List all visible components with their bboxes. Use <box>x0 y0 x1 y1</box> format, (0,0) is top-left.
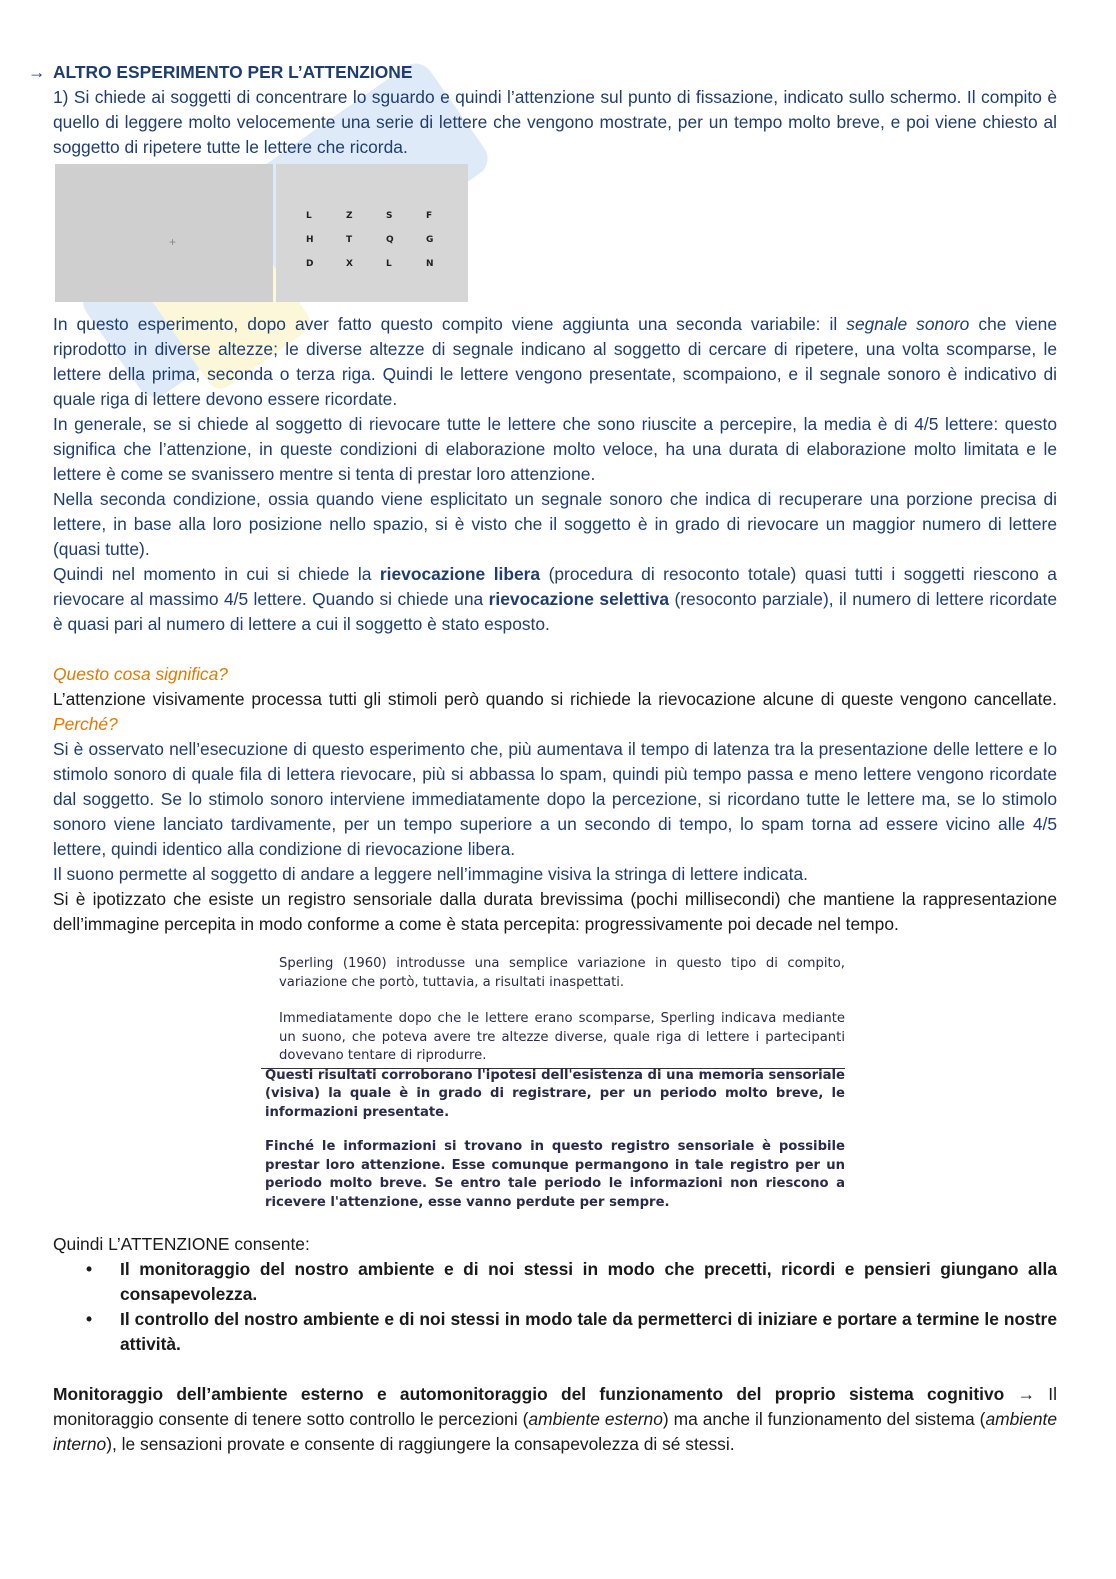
paragraph-sound-signal: In questo esperimento, dopo aver fatto questo compito viene aggiunta una seconda variabile: il segnale sonoro che viene riprodotto in diverse altezze; le diverse altezze di segnale indicano al soggetto di cercare di ripetere, una volta scomparse, le lettere della prima, seconda o terza riga. Quindi le lettere vengono presentate, scompaiono, e il segnale sonoro è indicativo di quale riga di lettere devono essere ricordate. <box>53 314 1057 409</box>
letter: F <box>426 211 433 221</box>
bullet-list <box>53 1257 1057 1357</box>
list-intro: Quindi L’ATTENZIONE consente: <box>53 1234 310 1254</box>
letter: L <box>306 211 312 221</box>
paragraph-general: In generale, se si chiede al soggetto di rievocare tutte le lettere che sono riuscite a percepire, la media è di 4/5 lettere: questo significa che l’attenzione, in queste condizioni di elaborazione molto veloce, ha una durata di elaborazione molto limitata e le lettere è come se svanissero mentre si tenta di prestar loro attenzione. <box>53 414 1057 484</box>
sperling-text-4: Finché le informazioni si trovano in questo registro sensoriale è possibile prestar loro attenzione. Esse comunque permangono in tale registro per un periodo molto breve. Se entro tale periodo le informazioni non riescono a ricevere l'attenzione, esse vanno perdute per sempre. <box>265 1139 845 1210</box>
document-page <box>53 60 1057 1457</box>
fixation-panel <box>55 164 273 302</box>
letter: D <box>306 259 314 269</box>
letter: S <box>386 211 393 221</box>
letters-panel <box>276 164 468 302</box>
letter: Q <box>386 235 394 245</box>
paragraph-latency: Si è osservato nell’esecuzione di questo esperimento che, più aumentava il tempo di latenza tra la presentazione delle lettere e lo stimolo sonoro di quale fila di lettera rievocare, più si abbassa lo spam, quindi più tempo passa e meno lettere vengono ricordate dal soggetto. Se lo stimolo sonoro interviene immediatamente dopo la percezione, si ricordano tutte le lettere ma, se lo stimolo sonoro viene lanciato tardivamente, per un tempo superiore a un secondo di tempo, lo spam torna ad essere vicino alle 4/5 lettere, quindi identico alla condizione di rievocazione libera. <box>53 739 1057 859</box>
letter: L <box>386 259 392 269</box>
letter: X <box>346 259 353 269</box>
letter: Z <box>346 211 353 221</box>
sperling-text-1: Sperling (1960) introdusse una semplice variazione in questo tipo di compito, variazione che portò, tuttavia, a risultati inaspettati. <box>279 956 845 990</box>
paragraph-monitoring: Monitoraggio dell’ambiente esterno e automonitoraggio del funzionamento del proprio sistema cognitivo → Il monitoraggio consente di tenere sotto controllo le percezioni (ambiente esterno) ma anche il funzionamento del sistema (ambiente interno), le sensazioni provate e consente di raggiungere la consapevolezza di sé stessi. <box>53 1384 1057 1454</box>
letter: T <box>346 235 353 245</box>
letter: H <box>306 235 314 245</box>
bullet-icon: • <box>86 1259 93 1279</box>
section-heading: ALTRO ESPERIMENTO PER L’ATTENZIONE <box>53 62 413 82</box>
arrow-icon: → <box>28 62 46 82</box>
intro-paragraph: 1) Si chiede ai soggetti di concentrare lo sguardo e quindi l’attenzione sul punto di fissazione, indicato sullo schermo. Il compito è quello di leggere molto velocemente una serie di lettere che vengono mostrate, per un tempo molto breve, e poi viene chiesto al soggetto di ripetere tutte le lettere che ricorda. <box>53 87 1057 157</box>
letter-grid <box>306 208 466 272</box>
letters-figure <box>55 164 1057 302</box>
paragraph-attention: L’attenzione visivamente processa tutti gli stimoli però quando si richiede la rievocazione alcune di queste vengono cancellate. Perché? <box>53 689 1057 734</box>
list-item: • Il monitoraggio del nostro ambiente e di noi stessi in modo che precetti, ricordi e pensieri giungano alla consapevolezza. <box>86 1259 1057 1304</box>
fixation-point: + <box>169 235 177 249</box>
paragraph-sound: Il suono permette al soggetto di andare a leggere nell’immagine visiva la stringa di lettere indicata. <box>53 864 808 884</box>
paragraph-register: Si è ipotizzato che esiste un registro sensoriale dalla durata brevissima (pochi millisecondi) che mantiene la rappresentazione dell’immagine percepita in modo conforme a come è stata percepita: progressivamente poi decade nel tempo. <box>53 889 1057 934</box>
paragraph-second-condition: Nella seconda condizione, ossia quando viene esplicitato un segnale sonoro che indica di recuperare una porzione precisa di lettere, in base alla loro posizione nello spazio, si è visto che il soggetto è in grado di rievocare un maggior numero di lettere (quasi tutte). <box>53 489 1057 559</box>
list-item: • Il controllo del nostro ambiente e di noi stessi in modo tale da permetterci di iniziare e portare a termine le nostre attività. <box>86 1309 1057 1354</box>
letter: N <box>426 259 434 269</box>
sperling-figure <box>265 955 845 1212</box>
sperling-text-2: Immediatamente dopo che le lettere erano scomparse, Sperling indicava mediante un suono, che poteva avere tre altezze diverse, quale riga di lettere i partecipanti dovevano tentare di riprodurre. <box>279 1011 845 1063</box>
paragraph-recall: Quindi nel momento in cui si chiede la rievocazione libera (procedura di resoconto totale) quasi tutti i soggetti riescono a rievocare al massimo 4/5 lettere. Quando si chiede una rievocazione selettiva (resoconto parziale), il numero di lettere ricordate è quasi pari al numero di lettere a cui il soggetto è stato esposto. <box>53 564 1058 634</box>
bullet-icon: • <box>86 1309 93 1329</box>
letter: G <box>426 235 434 245</box>
arrow-icon: → <box>1004 1384 1049 1404</box>
question-heading: Questo cosa significa? <box>53 664 228 684</box>
sperling-text-3: Questi risultati corroborano l'ipotesi dell'esistenza di una memoria sensoriale (visiva) la quale è in grado di registrare, per un periodo molto breve, le informazioni presentate. <box>265 1067 845 1120</box>
